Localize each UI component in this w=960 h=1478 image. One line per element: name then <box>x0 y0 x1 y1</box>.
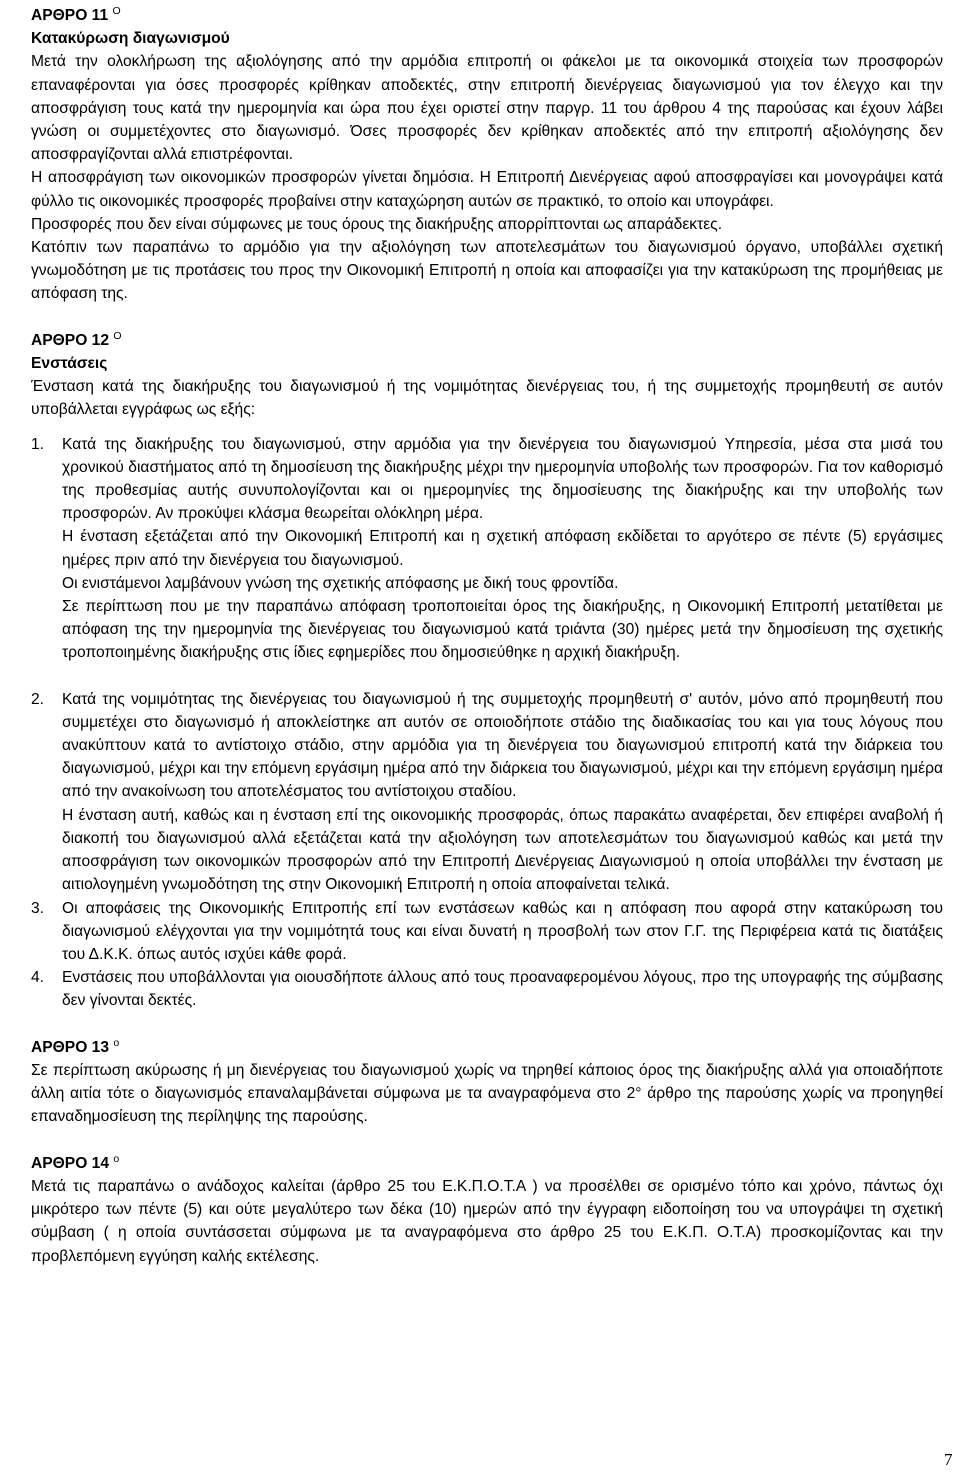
article-11-paragraph: Μετά την ολοκλήρωση της αξιολόγησης από την αρμόδια επιτροπή οι φάκελοι με τα οικονομικά στοιχεία των προσφορών επαναφέρονται για όσες προσφορές κρίθηκαν αποδεκτές, στην επιτροπή διενέργειας διαγωνισμού για τον έλεγχο και την αποσφράγιση τους κατά την ημερομηνία και ώρα που έχει οριστεί στην παργρ. 11 του άρθρου 4 της παρούσας και έχουν λάβει γνώση οι συμμετέχοντες στο διαγωνισμό. Όσες προσφορές δεν κρίθηκαν αποδεκτές από την επιτροπή αξιολόγησης δεν αποσφραγίζονται αλλά επιστρέφονται. <box>31 53 943 164</box>
list-item-paragraph: Η ένσταση αυτή, καθώς και η ένσταση επί της οικονομικής προσφοράς, όπως παρακάτω αναφέρεται, δεν επιφέρει αναβολή ή διακοπή του διαγωνισμού αλλά εξετάζεται κατά την αξιολόγηση των αποτελεσμάτων του διαγωνισμού καθώς και μετά την αποσφράγιση των οικονομικών προσφορών από την Επιτροπή Διενέργειας Διαγωνισμού η οποία υποβάλλει την ένσταση με αιτιολογημένη γνωμοδότηση της στην Οικονομική Επιτροπή η οποία αποφαίνεται τελικά. <box>62 806 943 894</box>
article-14-heading: ΑΡΘΡΟ 14 $^o$ <box>31 1152 120 1172</box>
list-item-paragraph: Η ένσταση εξετάζεται από την Οικονομική Επιτροπή και η σχετική απόφαση εκδίδεται το αργότερο σε πέντε (5) εργάσιμες ημέρες πριν από την διενέργεια του διαγωνισμού. <box>62 528 943 569</box>
list-item-paragraph: Ενστάσεις που υποβάλλονται για οιουσδήποτε άλλους από τους προαναφερομένου λόγους, προ της υπογραφής της σύμβασης δεν γίνονται δεκτές. <box>62 969 943 1010</box>
objection-list <box>31 433 943 1013</box>
article-11-subheading: Κατακύρωση διαγωνισμού <box>31 30 230 48</box>
article-12-intro: Ένσταση κατά της διακήρυξης του διαγωνισμού ή της νομιμότητας διενέργειας του, ή της συμμετοχής προμηθευτή σε αυτόν υποβάλλεται εγγράφως ως εξής: <box>31 378 943 419</box>
article-13-paragraph: Σε περίπτωση ακύρωσης ή μη διενέργειας του διαγωνισμού χωρίς να τηρηθεί κάποιος όρος της διακήρυξης αλλά για οποιαδήποτε άλλη αιτία τότε ο διαγωνισμός επαναλαμβάνεται σύμφωνα με τα αναγραφόμενα στο 2° άρθρο της παρούσης χωρίς να προηγηθεί επαναδημοσίευση της περίληψης της παρούσης. <box>31 1061 943 1126</box>
article-13-heading: ΑΡΘΡΟ 13 $^o$ <box>31 1036 120 1056</box>
article-11-paragraph: Η αποσφράγιση των οικονομικών προσφορών γίνεται δημόσια. Η Επιτροπή Διενέργειας αφού αποσφραγίσει και μονογράψει κατά φύλλο τις οικονομικές προσφορές προβαίνει στην καταχώρηση αυτών σε πρακτικό, το οποίο και υπογράφει. <box>31 169 943 210</box>
page-content <box>31 4 943 1268</box>
list-item-paragraph: Κατά της διακήρυξης του διαγωνισμού, στην αρμόδια για την διενέργεια του διαγωνισμού Υπηρεσία, μέσα στα μισά του χρονικού διαστήματος από τη δημοσίευση της διακήρυξης μέχρι την ημερομηνία υποβολής των προσφορών. Για τον καθορισμό της προθεσμίας αυτής συνυπολογίζονται και οι ημερομηνίες της δημοσίευσης της διακήρυξης και την υποβολής των προσφορών. Αν προκύψει κλάσμα θεωρείται ολόκληρη μέρα. <box>62 435 943 523</box>
article-14 <box>31 1152 943 1268</box>
article-12-superscript: Ο <box>113 329 122 342</box>
article-11 <box>31 4 943 306</box>
article-14-paragraph: Μετά τις παραπάνω ο ανάδοχος καλείται (άρθρο 25 του Ε.Κ.Π.Ο.Τ.Α ) να προσέλθει σε ορισμένο τόπο και χρόνο, πάντως όχι μικρότερο των πέντε (5) και ούτε μεγαλύτερο των δέκα (10) ημερών από την έγγραφη ειδοποίηση του να υπογράψει τη σχετική σύμβαση ( η οποία συντάσσεται σύμφωνα με τα αναγραφόμενα στο άρθρο 25 του Ε.Κ.Π. Ο.Τ.Α) προσκομίζοντας και την προβλεπόμενη εγγύηση καλής εκτέλεσης. <box>31 1177 943 1265</box>
article-11-superscript: Ο <box>112 5 121 17</box>
list-item-paragraph: Οι ενιστάμενοι λαμβάνουν γνώση της σχετικής απόφασης με δική τους φροντίδα. <box>62 574 619 592</box>
article-11-paragraph: Προσφορές που δεν είναι σύμφωνες με τους όρους της διακήρυξης απορρίπτονται ως απαράδεκτες. <box>31 215 723 233</box>
article-13 <box>31 1036 943 1129</box>
list-item-paragraph: Οι αποφάσεις της Οικονομικής Επιτροπής επί των ενστάσεων καθώς και η απόφαση που αφορά στην κατακύρωση του διαγωνισμού ελέγχονται για την νομιμότητά τους και είναι δυνατή η προσβολή των στον Γ.Γ. της Περιφέρεια κατά τις διατάξεις του Δ.Κ.Κ. όπως αυτός ισχύει κάθε φορά. <box>62 899 943 963</box>
page-number: 7 <box>944 1450 953 1469</box>
list-item-number: 3. <box>31 899 45 917</box>
spacer <box>31 1013 943 1036</box>
article-12-heading: ΑΡΘΡΟ 12 $^O$ <box>31 329 122 349</box>
article-11-paragraph: Κατόπιν των παραπάνω το αρμόδιο για την αξιολόγηση των αποτελεσμάτων του διαγωνισμού όργανο, υποβάλλει σχετική γνωμοδότηση με τις προτάσεις του προς την Οικονομική Επιτροπή η οποία και αποφασίζει για την κατακύρωση της προμήθειας με απόφαση της. <box>31 239 943 303</box>
article-12 <box>31 329 943 1013</box>
list-item <box>31 897 943 967</box>
list-item-paragraph: Κατά της νομιμότητας της διενέργειας του διαγωνισμού ή της συμμετοχής προμηθευτή σ' αυτόν, μόνο από προμηθευτή που συμμετέχει στο διαγωνισμό ή αποκλείστηκε απ αυτόν σε οποιοδήποτε στάδιο της διαδικασίας του και για τους λόγους που ανακύπτουν κατά το αντίστοιχο στάδιο, στην αρμόδια για τη διενέργεια του διαγωνισμού επιτροπή κατά την διάρκεια του διαγωνισμού, μέχρι και την επόμενη εργάσιμη ημέρα από την διάρκεια του διαγωνισμού, μέχρι και την επόμενη εργάσιμη ημέρα από την ανακοίνωση του αποτελέσματος του αντίστοιχου σταδίου. <box>62 690 943 801</box>
spacer <box>31 1129 943 1152</box>
list-item <box>31 688 943 897</box>
list-item <box>31 433 943 665</box>
spacer <box>31 306 943 329</box>
article-14-superscript: ο <box>113 1152 120 1165</box>
list-item-number: 2. <box>31 690 45 708</box>
article-13-superscript: ο <box>113 1036 120 1049</box>
list-item-number: 1. <box>31 435 45 453</box>
spacer <box>31 422 943 433</box>
list-item-number: 4. <box>31 969 45 987</box>
list-item <box>31 966 943 1012</box>
list-item-paragraph: Σε περίπτωση που με την παραπάνω απόφαση τροποποιείται όρος της διακήρυξης, η Οικονομική Επιτροπή μετατίθεται με απόφαση της την ημερομηνία της διενέργειας του διαγωνισμού κατά τριάντα (30) ημέρες μετά την δημοσίευση της σχετικής τροποποιημένης διακήρυξης στις ίδιες εφημερίδες που δημοσιεύθηκε η αρχική διακήρυξη. <box>62 598 943 662</box>
article-12-subheading: Ενστάσεις <box>31 355 108 373</box>
article-11-heading: ΑΡΘΡΟ 11 $^O$ <box>31 5 121 24</box>
